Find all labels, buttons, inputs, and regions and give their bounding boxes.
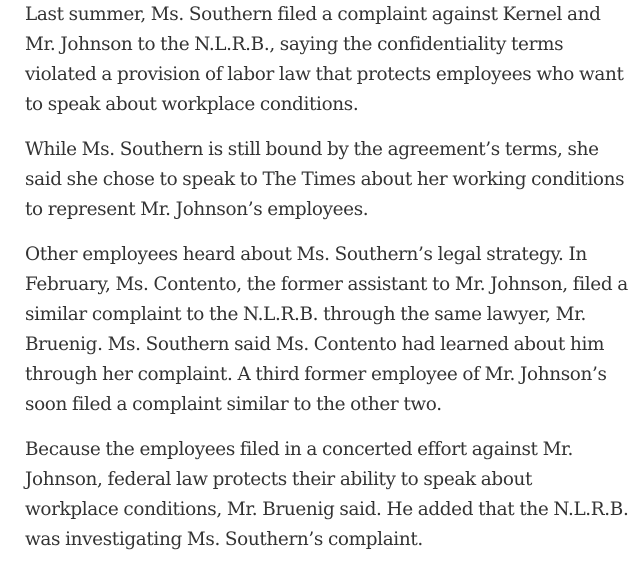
paragraph-line: soon filed a complaint similar to the other two. [25, 394, 442, 415]
paragraph-line: to represent Mr. Johnson’s employees. [25, 199, 369, 220]
paragraph-line: workplace conditions, Mr. Bruenig said. He added that the N.L.R.B. [25, 499, 629, 520]
paragraph-line: violated a provision of labor law that protects employees who want [25, 64, 624, 85]
paragraph-line: said she chose to speak to The Times about her working conditions [25, 169, 625, 190]
paragraph-line: Mr. Johnson to the N.L.R.B., saying the confidentiality terms [25, 34, 564, 55]
paragraph-line: through her complaint. A third former employee of Mr. Johnson’s [25, 364, 607, 385]
paragraph-1 [25, 0, 624, 120]
paragraph-line: While Ms. Southern is still bound by the agreement’s terms, she [25, 139, 599, 160]
paragraph-3 [25, 240, 628, 420]
paragraph-4 [25, 435, 628, 555]
paragraph-line: was investigating Ms. Southern’s complaint. [25, 529, 423, 550]
paragraph-line: Other employees heard about Ms. Southern’s legal strategy. In [25, 244, 587, 265]
paragraph-line: Johnson, federal law protects their ability to speak about [25, 469, 533, 490]
paragraph-line: Bruenig. Ms. Southern said Ms. Contento had learned about him [25, 334, 605, 355]
paragraph-line: Last summer, Ms. Southern filed a complaint against Kernel and [25, 4, 601, 25]
paragraph-line: Because the employees filed in a concerted effort against Mr. [25, 439, 573, 460]
paragraph-line: February, Ms. Contento, the former assistant to Mr. Johnson, filed a [25, 274, 628, 295]
paragraph-line: similar complaint to the N.L.R.B. through the same lawyer, Mr. [25, 304, 587, 325]
paragraph-2 [25, 135, 624, 225]
paragraph-line: to speak about workplace conditions. [25, 94, 359, 115]
